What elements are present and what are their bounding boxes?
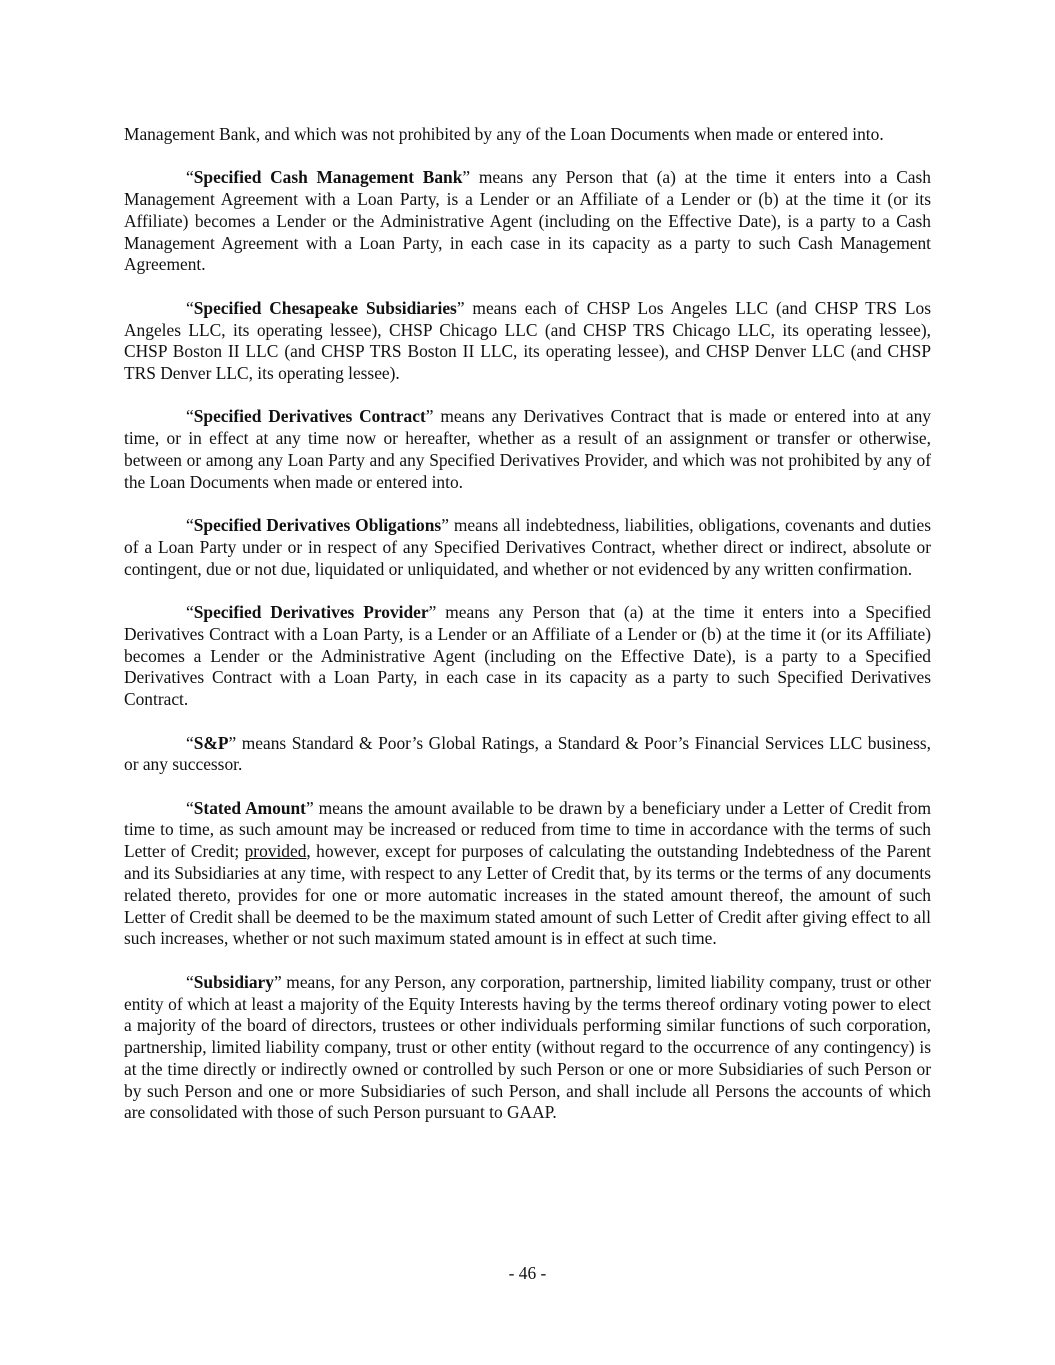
defined-term: Specified Cash Management Bank — [193, 167, 463, 188]
definition-body-continued: , however, except for purposes of calculating the outstanding Indebtedness of the Parent and its Subsidiaries at any time, with respect to any Letter of Credit that, by its terms or the terms of any documents related thereto, provides for one or more automatic increases in the stated amount thereof, the amount of such Letter of Credit shall be deemed to be the maximum stated amount of such Letter of Credit after giving effect to all such increases, whether or not such maximum stated amount is in effect at such time. — [124, 841, 931, 949]
defined-term: Specified Derivatives Contract — [193, 406, 426, 427]
definition-subsidiary: “Subsidiary” means, for any Person, any corporation, partnership, limited liability company, trust or other entity of which at least a majority of the Equity Interests having by the terms thereof ordinary voting power to elect a majority of the board of directors, trustees or other individuals performing similar functions of such corporation, partnership, limited liability company, trust or other entity (without regard to the occurrence of any contingency) is at the time directly or indirectly owned or controlled by such Person or one or more Subsidiaries of such Person or by such Person and one or more Subsidiaries of such Person, and shall include all Persons the accounts of which are consolidated with those of such Person pursuant to GAAP. — [124, 971, 931, 1123]
definition-specified-derivatives-obligations: “Specified Derivatives Obligations” means all indebtedness, liabilities, obligations, covenants and duties of a Loan Party under or in respect of any Specified Derivatives Contract, whether direct or indirect, absolute or contingent, due or not due, liquidated or unliquidated, and whether or not evidenced by any written confirmation. — [124, 515, 932, 579]
continuation-text: Management Bank, and which was not prohibited by any of the Loan Documents when made or entered into. — [124, 124, 884, 144]
defined-term: Specified Chesapeake Subsidiaries — [193, 297, 457, 318]
definition-specified-cash-management-bank: “Specified Cash Management Bank” means any Person that (a) at the time it enters into a Cash Management Agreement with a Loan Party, is a Lender or an Affiliate of a Lender or (b) at the time it (or its Affiliate) becomes a Lender or the Administrative Agent (including on the Effective Date), is a party to a Cash Management Agreement with a Loan Party, in each case in its capacity as a party to such Cash Management Agreement. — [124, 167, 931, 275]
definition-body: means, for any Person, any corporation, partnership, limited liability company, trust or other entity of which at least a majority of the Equity Interests having by the terms thereof ordinary voting power to elect a majority of the board of directors, trustees or other individuals performing similar functions of such corporation, partnership, limited liability company, trust or other entity (without regard to the occurrence of any contingency) is at the time directly or indirectly owned or controlled by such Person or one or more Subsidiaries of such Person or by such Person and one or more Subsidiaries of such Person, and shall include all Persons the accounts of which are consolidated with those of such Person pursuant to GAAP. — [124, 971, 931, 1123]
definition-body: means Standard & Poor’s Global Ratings, a Standard & Poor’s Financial Services LLC business, or any successor. — [124, 732, 931, 775]
definition-stated-amount: “Stated Amount” means the amount available to be drawn by a beneficiary under a Letter of Credit from time to time, as such amount may be increased or reduced from time to time in accordance with the terms of such Letter of Credit; provided, however, except for purposes of calculating the outstanding Indebtedness of the Parent and its Subsidiaries at any time, with respect to any Letter of Credit that, by its terms or the terms of any documents related thereto, provides for one or more automatic increases in the stated amount thereof, the amount of such Letter of Credit shall be deemed to be the maximum stated amount of such Letter of Credit after giving effect to all such increases, whether or not such maximum stated amount is in effect at such time. — [124, 797, 931, 949]
definition-body: means any Derivatives Contract that is made or entered into at any time, or in effect at any time now or hereafter, whether as a result of an assignment or transfer or otherwise, between or among any Loan Party and any Specified Derivatives Provider, and which was not prohibited by any of the Loan Documents when made or entered into. — [124, 406, 931, 492]
definition-body: means all indebtedness, liabilities, obligations, covenants and duties of a Loan Party under or in respect of any Specified Derivatives Contract, whether direct or indirect, absolute or contingent, due or not due, liquidated or unliquidated, and whether or not evidenced by any written confirmation. — [124, 515, 932, 579]
definition-body: means any Person that (a) at the time it enters into a Cash Management Agreement with a Loan Party, is a Lender or an Affiliate of a Lender or (b) at the time it (or its Affiliate) becomes a Lender or the Administrative Agent (including on the Effective Date), is a party to a Cash Management Agreement with a Loan Party, in each case in its capacity as a party to such Cash Management Agreement. — [124, 167, 931, 275]
definition-body: means any Person that (a) at the time it enters into a Specified Derivatives Contract with a Loan Party, is a Lender or an Affiliate of a Lender or (b) at the time it (or its Affiliate) becomes a Lender or the Administrative Agent (including on the Effective Date), is a party to a Specified Derivatives Contract with a Loan Party, in each case in its capacity as a party to such Specified Derivatives Contract. — [124, 602, 931, 710]
defined-term: Specified Derivatives Provider — [193, 602, 429, 623]
definition-s-and-p: “S&P” means Standard & Poor’s Global Ratings, a Standard & Poor’s Financial Services LLC business, or any successor. — [124, 732, 931, 775]
definition-specified-chesapeake-subsidiaries: “Specified Chesapeake Subsidiaries” means each of CHSP Los Angeles LLC (and CHSP TRS Los Angeles LLC, its operating lessee), CHSP Chicago LLC (and CHSP TRS Chicago LLC, its operating lessee), CHSP Boston II LLC (and CHSP TRS Boston II LLC, its operating lessee), and CHSP Denver LLC (and CHSP TRS Denver LLC, its operating lessee). — [124, 297, 932, 384]
defined-term: S&P — [193, 732, 229, 753]
defined-term: Subsidiary — [193, 971, 274, 992]
underlined-proviso: provided — [244, 841, 307, 862]
document-page — [124, 124, 931, 1146]
definition-specified-derivatives-provider: “Specified Derivatives Provider” means any Person that (a) at the time it enters into a Specified Derivatives Contract with a Loan Party, is a Lender or an Affiliate of a Lender or (b) at the time it (or its Affiliate) becomes a Lender or the Administrative Agent (including on the Effective Date), is a party to a Specified Derivatives Contract with a Loan Party, in each case in its capacity as a party to such Specified Derivatives Contract. — [124, 602, 931, 710]
definition-body: means the amount available to be drawn by a beneficiary under a Letter of Credit from time to time, as such amount may be increased or reduced from time to time in accordance with the terms of such Letter of Credit; — [124, 797, 931, 862]
defined-term: Specified Derivatives Obligations — [193, 515, 442, 536]
definition-specified-derivatives-contract: “Specified Derivatives Contract” means any Derivatives Contract that is made or entered into at any time, or in effect at any time now or hereafter, whether as a result of an assignment or transfer or otherwise, between or among any Loan Party and any Specified Derivatives Provider, and which was not prohibited by any of the Loan Documents when made or entered into. — [124, 406, 931, 492]
continuation-paragraph — [124, 124, 931, 146]
page-number: - 46 - — [508, 1263, 547, 1283]
defined-term: Stated Amount — [193, 797, 306, 818]
definition-body: means each of CHSP Los Angeles LLC (and CHSP TRS Los Angeles LLC, its operating lessee), CHSP Chicago LLC (and CHSP TRS Chicago LLC, its operating lessee), CHSP Boston II LLC (and CHSP TRS Boston II LLC, its operating lessee), and CHSP Denver LLC (and CHSP TRS Denver LLC, its operating lessee). — [124, 297, 932, 384]
